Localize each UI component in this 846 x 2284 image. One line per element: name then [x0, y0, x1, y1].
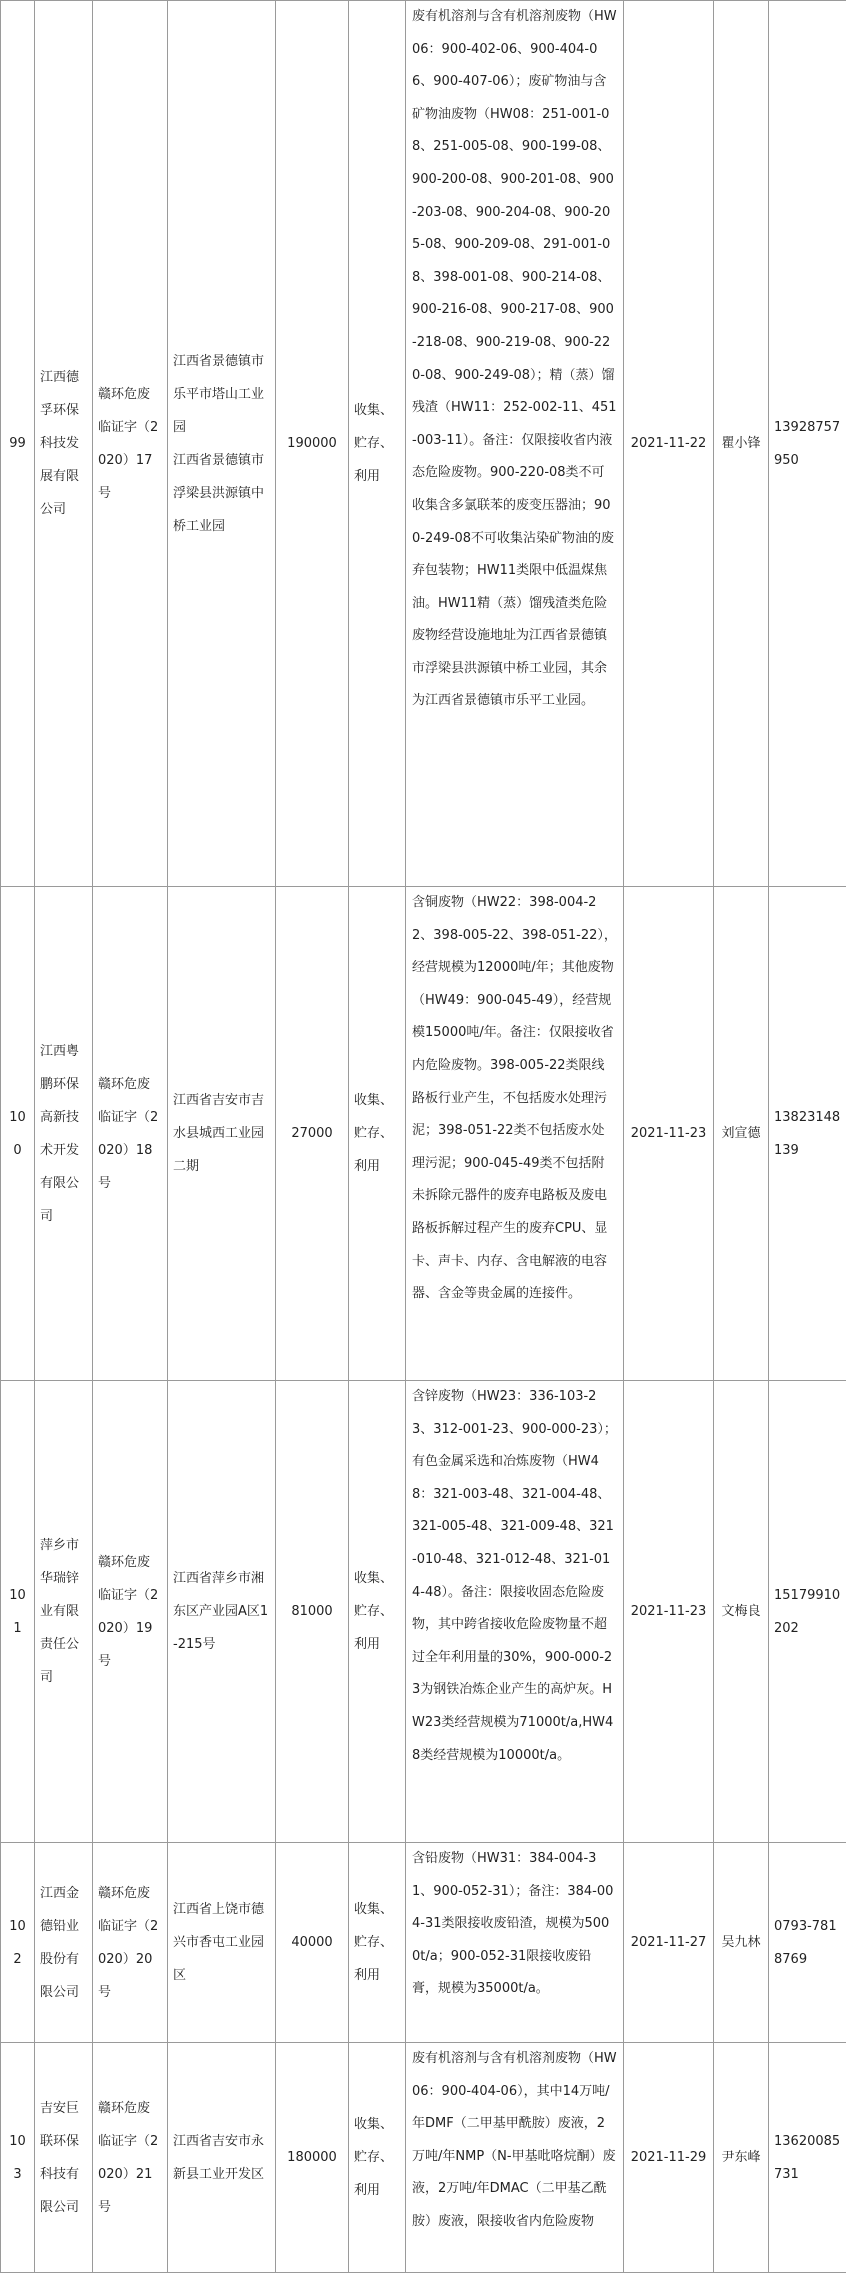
row-number: 99	[1, 1, 35, 887]
waste-category: 废有机溶剂与含有机溶剂废物（HW06：900-404-06），其中14万吨/年DMF（二甲基甲酰胺）废液，2万吨/年NMP（N-甲基吡咯烷酮）废液，2万吨/年DMAC（二甲基乙酰胺）废液，限接收省内危险废物	[406, 2043, 624, 2273]
waste-category: 含铅废物（HW31：384-004-31、900-052-31）；备注：384-004-31类限接收废铅渣，规模为5000t/a；900-052-31限接收废铅膏，规模为35000t/a。	[406, 1843, 624, 2043]
business-scale: 180000	[276, 2043, 349, 2273]
facility-address	[168, 1843, 276, 2043]
license-number: 赣环危废临证字（2020）21号	[93, 2043, 168, 2273]
facility-address	[168, 2043, 276, 2273]
row-number: 101	[1, 1381, 35, 1843]
facility-address	[168, 1381, 276, 1843]
address-line: 江西省吉安市永新县工业开发区	[173, 2133, 265, 2182]
address-line: 江西省上饶市德兴市香屯工业园区	[173, 1902, 265, 1983]
issue-date: 2021-11-22	[624, 1, 714, 887]
contact-phone: 13823148139	[769, 887, 846, 1381]
legal-representative: 刘宣德	[714, 887, 769, 1381]
license-number: 赣环危废临证字（2020）18号	[93, 887, 168, 1381]
business-mode: 收集、贮存、利用	[349, 1843, 406, 2043]
company-name: 萍乡市华瑞锌业有限责任公司	[35, 1381, 93, 1843]
issue-date: 2021-11-23	[624, 887, 714, 1381]
address-line: 江西省吉安市吉水县城西工业园二期	[173, 1093, 265, 1174]
waste-category: 含铜废物（HW22：398-004-22、398-005-22、398-051-22），经营规模为12000吨/年；其他废物（HW49：900-045-49），经营规模15000吨/年。备注：仅限接收省内危险废物。398-005-22类限线路板行业产生，不包括废水处理污泥；398-051-22类不包括废水处理污泥；900-045-49类不包括附未拆除元器件的废弃电路板及废电路板拆解过程产生的废弃CPU、显卡、声卡、内存、含电解液的电容器、含金等贵金属的连接件。	[406, 887, 624, 1381]
contact-phone: 13620085731	[769, 2043, 846, 2273]
legal-representative: 瞿小锋	[714, 1, 769, 887]
row-number: 102	[1, 1843, 35, 2043]
contact-phone: 13928757950	[769, 1, 846, 887]
legal-representative: 吴九林	[714, 1843, 769, 2043]
company-name: 吉安巨联环保科技有限公司	[35, 2043, 93, 2273]
business-scale: 40000	[276, 1843, 349, 2043]
company-name: 江西粤鹏环保高新技术开发有限公司	[35, 887, 93, 1381]
facility-address	[168, 887, 276, 1381]
legal-representative: 尹东峰	[714, 2043, 769, 2273]
row-number: 103	[1, 2043, 35, 2273]
issue-date: 2021-11-29	[624, 2043, 714, 2273]
address-line: 江西省萍乡市湘东区产业园A区1-215号	[173, 1571, 269, 1652]
business-mode: 收集、贮存、利用	[349, 2043, 406, 2273]
business-mode: 收集、贮存、利用	[349, 887, 406, 1381]
license-number: 赣环危废临证字（2020）17号	[93, 1, 168, 887]
contact-phone: 0793-7818769	[769, 1843, 846, 2043]
license-number: 赣环危废临证字（2020）19号	[93, 1381, 168, 1843]
row-number: 100	[1, 887, 35, 1381]
waste-category: 废有机溶剂与含有机溶剂废物（HW06：900-402-06、900-404-06、900-407-06）；废矿物油与含矿物油废物（HW08：251-001-08、251-005-08、900-199-08、900-200-08、900-201-08、900-203-08、900-204-08、900-205-08、900-209-08、291-001-08、398-001-08、900-214-08、900-216-08、900-217-08、900-218-08、900-219-08、900-220-08、900-249-08）；精（蒸）馏残渣（HW11：252-002-11、451-003-11）。备注：仅限接收省内液态危险废物。900-220-08类不可收集含多氯联苯的废变压器油；900-249-08不可收集沾染矿物油的废弃包装物；HW11类限中低温煤焦油。HW11精（蒸）馏残渣类危险废物经营设施地址为江西省景德镇市浮梁县洪源镇中桥工业园，其余为江西省景德镇市乐平工业园。	[406, 1, 624, 887]
company-name: 江西德孚环保科技发展有限公司	[35, 1, 93, 887]
business-scale: 27000	[276, 887, 349, 1381]
issue-date: 2021-11-27	[624, 1843, 714, 2043]
company-name: 江西金德铅业股份有限公司	[35, 1843, 93, 2043]
license-number: 赣环危废临证字（2020）20号	[93, 1843, 168, 2043]
table-row	[1, 1381, 846, 1843]
table-row	[1, 1843, 846, 2043]
address-line: 江西省景德镇市乐平市塔山工业园	[173, 353, 265, 435]
contact-phone: 15179910202	[769, 1381, 846, 1843]
business-mode: 收集、贮存、利用	[349, 1381, 406, 1843]
business-scale: 81000	[276, 1381, 349, 1843]
business-mode: 收集、贮存、利用	[349, 1, 406, 887]
facility-address	[168, 1, 276, 887]
address-line: 江西省景德镇市浮梁县洪源镇中桥工业园	[173, 452, 265, 534]
waste-category: 含锌废物（HW23：336-103-23、312-001-23、900-000-23）；有色金属采选和冶炼废物（HW48：321-003-48、321-004-48、321-005-48、321-009-48、321-010-48、321-012-48、321-014-48）。备注：限接收固态危险废物，其中跨省接收危险废物量不超过全年利用量的30%，900-000-23为钢铁冶炼企业产生的高炉灰。HW23类经营规模为71000t/a,HW48类经营规模为10000t/a。	[406, 1381, 624, 1843]
issue-date: 2021-11-23	[624, 1381, 714, 1843]
table-row	[1, 2043, 846, 2273]
table-row	[1, 1, 846, 887]
business-scale: 190000	[276, 1, 349, 887]
legal-representative: 文梅良	[714, 1381, 769, 1843]
table-row	[1, 887, 846, 1381]
